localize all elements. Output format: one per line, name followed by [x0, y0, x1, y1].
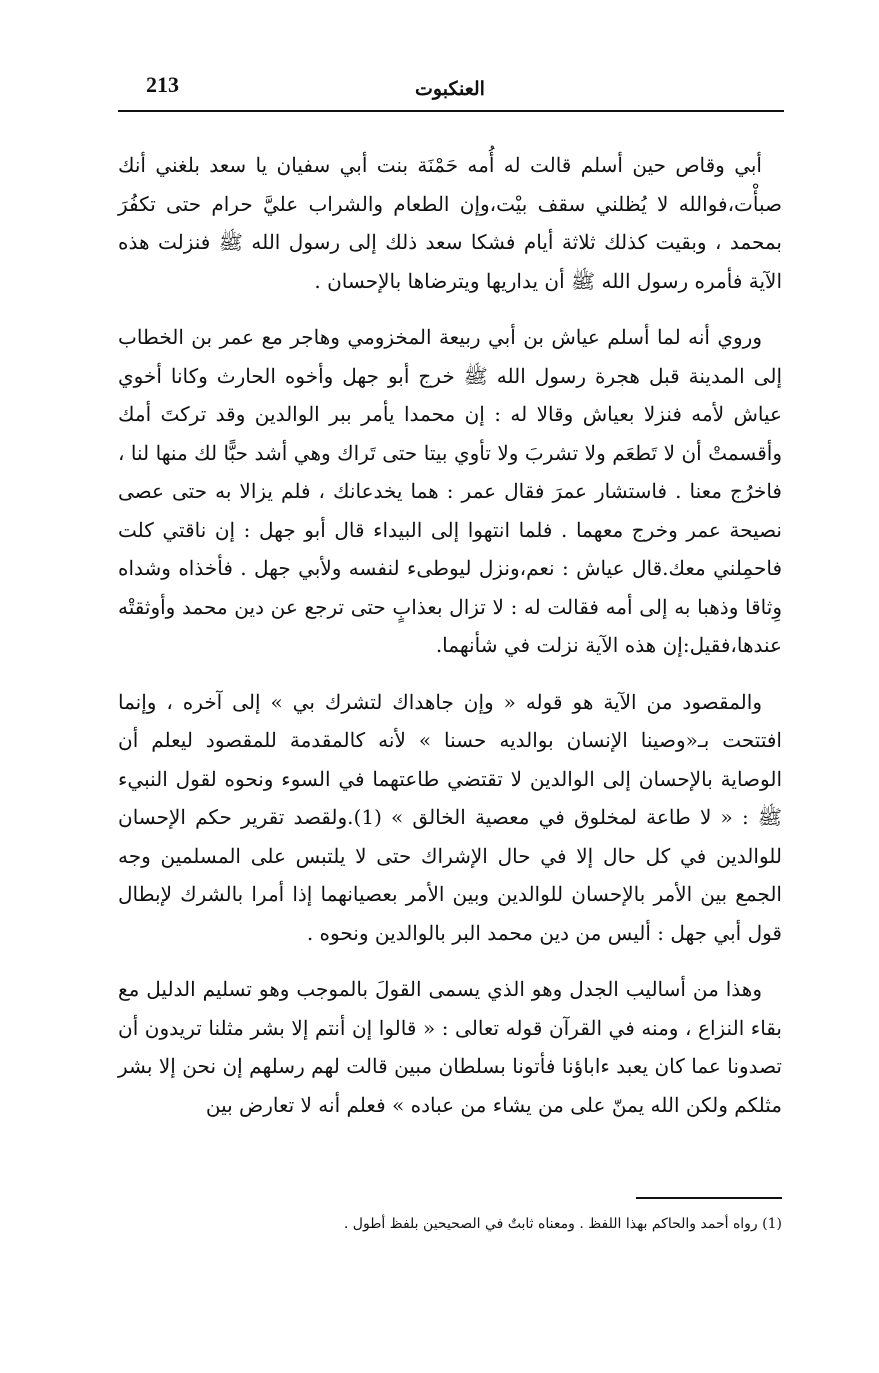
page-number: 213	[146, 72, 179, 97]
page-header	[120, 68, 780, 108]
body-text	[118, 146, 782, 1142]
paragraph-1: أبي وقاص حين أسلم قالت له أُمه حَمْنَة بنت أبي سفيان يا سعد بلغني أنك صبأْت،فوالله لا يُظلني سقف بيْت،وإن الطعام والشراب عليَّ حرام حتى تكفُرَ بمحمد ، وبقيت كذلك ثلاثة أيام فشكا سعد ذلك إلى رسول الله ﷺ فنزلت هذه الآية فأمره رسول الله ﷺ أن يداريها ويترضاها بالإحسان .	[118, 153, 782, 293]
footnote-rule	[636, 1197, 782, 1199]
footnote: (1) رواه أحمد والحاكم بهذا اللفظ . ومعناه ثابتٌ في الصحيحين بلفظ أطول .	[343, 1216, 782, 1232]
header-rule	[118, 110, 784, 112]
running-title: العنكبوت	[415, 78, 485, 100]
paragraph-3: والمقصود من الآية هو قوله « وإن جاهداك لتشرك بي » إلى آخره ، وإنما افتتحت بـ«وصينا الإنسان بوالديه حسنا » لأنه كالمقدمة للمقصود ليعلم أن الوصاية بالإحسان إلى الوالدين لا تقتضي طاعتهما في السوء ونحوه لقول النبيء ﷺ : « لا طاعة لمخلوق في معصية الخالق » (1).ولقصد تقرير حكم الإحسان للوالدين في كل حال إلا في حال الإشراك حتى لا يلتبس على المسلمين وجه الجمع بين الأمر بالإحسان للوالدين وبين الأمر بعصيانهما إذا أمرا بالشرك لإبطال قول أبي جهل : أليس من دين محمد البر بالوالدين ونحوه .	[118, 689, 782, 945]
paragraph-4: وهذا من أساليب الجدل وهو الذي يسمى القولَ بالموجب وهو تسليم الدليل مع بقاء النزاع ، ومنه في القرآن قوله تعالى : « قالوا إن أنتم إلا بشر مثلنا تريدون أن تصدونا عما كان يعبد ءاباؤنا فأتونا بسلطان مبين قالت لهم رسلهم إن نحن إلا بشر مثلكم ولكن الله يمنّ على من يشاء من عباده » فعلم أنه لا تعارض بين	[118, 977, 782, 1117]
paragraph-2: وروي أنه لما أسلم عياش بن أبي ربيعة المخزومي وهاجر مع عمر بن الخطاب إلى المدينة قبل هجرة رسول الله ﷺ خرج أبو جهل وأخوه الحارث وكانا أخوي عياش لأمه فنزلا بعياش وقالا له : إن محمدا يأمر ببر الوالدين وقد تركتَ أمك وأقسمتْ أن لا تَطعَم ولا تشربَ ولا تأوي بيتا حتى تَراك وهي أشد حبًّا لك منها لنا ، فاخرُج معنا . فاستشار عمرَ فقال عمر : هما يخدعانك ، فلم يزالا به حتى عصى نصيحة عمر وخرج معهما . فلما انتهوا إلى البيداء قال أبو جهل : إن ناقتي كلت فاحمِلني معك.قال عياش : نعم،ونزل ليوطىء لنفسه ولأبي جهل . فأخذاه وشداه وِثاقا وذهبا به إلى أمه فقالت له : لا تزال بعذابٍ حتى ترجع عن دين محمد وأوثقتْه عندها،فقيل:إن هذه الآية نزلت في شأنهما.	[118, 325, 782, 657]
